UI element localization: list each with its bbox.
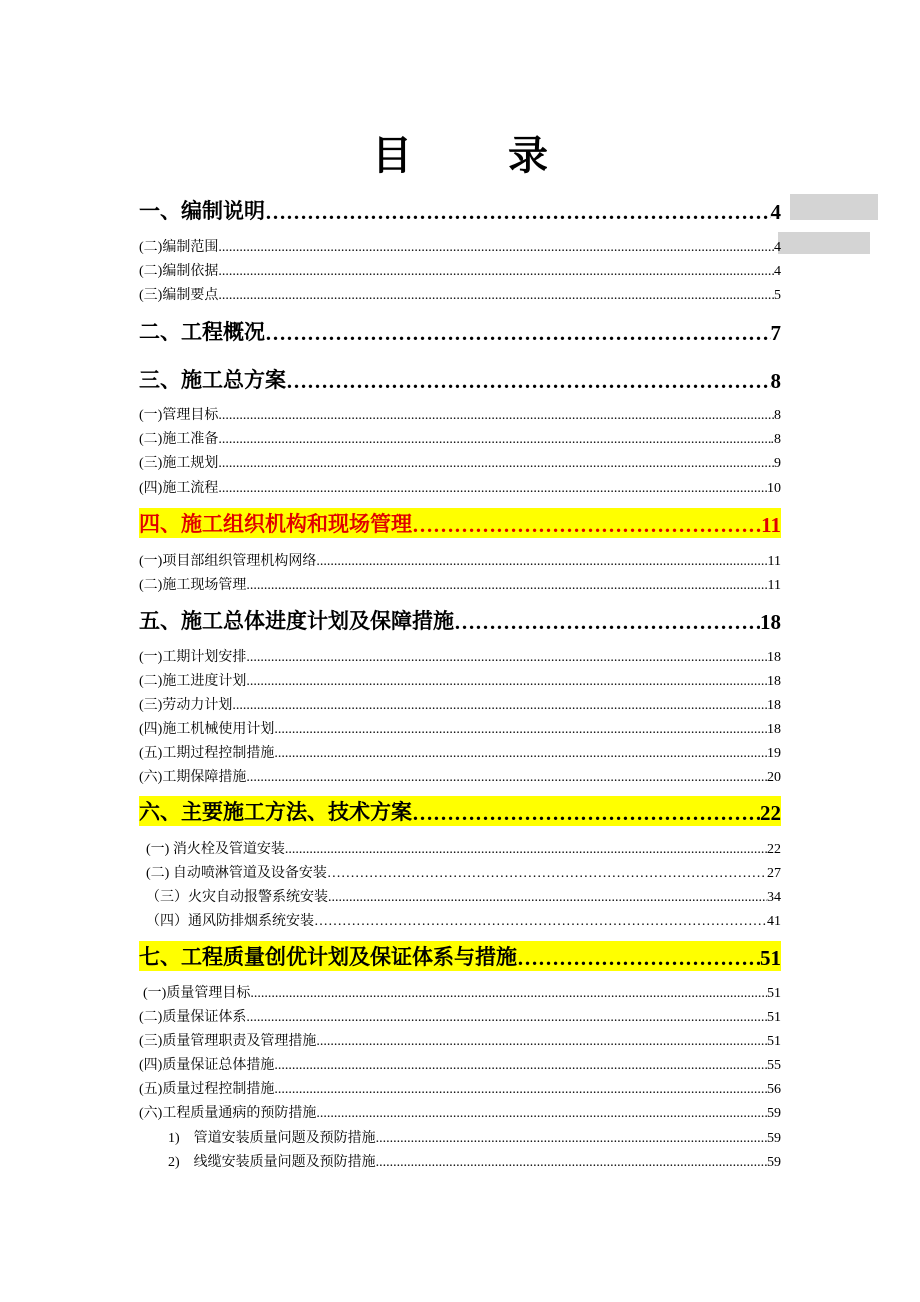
toc-heading-4[interactable]: 四、施工组织机构和现场管理 …………………………………………………………………………………………………………………………………………………………………………………………………… 11 (139, 508, 781, 538)
toc-item[interactable]: (一)工期计划安排 ..... 18 (139, 646, 781, 666)
toc-item[interactable]: (一) 消火栓及管道安装 ..... 22 (146, 838, 781, 858)
toc-item[interactable]: (六)工期保障措施 ..... 20 (139, 766, 781, 786)
toc-item[interactable]: (二)编制范围 ..... 4 (139, 236, 781, 256)
toc-item[interactable]: （三）火灾自动报警系统安装 ..... 34 (146, 886, 781, 906)
toc-item[interactable]: (二)施工现场管理 ..... 11 (139, 574, 781, 594)
toc-item[interactable]: (四)施工流程 ..... 10 (139, 477, 781, 497)
toc-item[interactable]: (三)质量管理职责及管理措施 ..... 51 (139, 1030, 781, 1050)
toc-item[interactable]: (二)编制依据 ..... 4 (139, 260, 781, 280)
toc-page: 4 (770, 200, 781, 224)
toc-item[interactable]: (一)项目部组织管理机构网络 ..... 11 (139, 550, 781, 570)
toc-item[interactable]: (四)质量保证总体措施 ..... 55 (139, 1054, 781, 1074)
toc-item[interactable]: (四)施工机械使用计划 ..... 18 (139, 718, 781, 738)
toc-item[interactable]: (三)劳动力计划 ..... 18 (139, 694, 781, 714)
toc-item[interactable]: (二)施工进度计划 ..... 18 (139, 670, 781, 690)
title-char-1: 目 (372, 132, 412, 179)
page-title (0, 124, 920, 181)
title-char-2: 录 (508, 132, 548, 179)
toc-item[interactable]: (二)施工准备 ..... .8 (139, 428, 781, 448)
side-marker-1 (790, 194, 878, 220)
toc-heading-6[interactable]: 六、主要施工方法、技术方案 …………………………………………………………………………………………………………………………………………………………………………………………………… 22 (139, 796, 781, 826)
toc-item[interactable]: (二) 自动喷淋管道及设备安装 ……………………………………………………………………………………………………………………………………………………………………………………………………………………………………………………………………………………………………… 27 (146, 862, 781, 882)
toc-heading-2[interactable]: 二、工程概况 …………………………………………………………………………………………………………………………………………………………………………………………………… 7 (139, 316, 781, 346)
toc-heading-3[interactable]: 三、施工总方案 …………………………………………………………………………………………………………………………………………………………………………………………………… 8 (139, 364, 781, 394)
toc-heading-5[interactable]: 五、施工总体进度计划及保障措施 …………………………………………………………………………………………………………………………………………………………………………………………………… 18 (139, 605, 781, 635)
toc-item[interactable]: (五)工期过程控制措施 ..... 19 (139, 742, 781, 762)
toc-heading-7[interactable]: 七、工程质量创优计划及保证体系与措施 …………………………………………………………………………………………………………………………………………………………………………………………………… 51 (139, 941, 781, 971)
toc-item[interactable]: （四）通风防排烟系统安装 ……………………………………………………………………………………………………………………………………………………………………………………………………………………………………………………………………………………………………… 41 (146, 910, 781, 930)
side-marker-2 (778, 232, 870, 254)
toc-heading-1[interactable] (139, 195, 781, 225)
toc-item[interactable]: (二)质量保证体系 ..... 51 (139, 1006, 781, 1026)
toc-subitem[interactable]: 1) 管道安装质量问题及预防措施 ..... 59 (168, 1127, 781, 1147)
toc-item[interactable]: (三)施工规划 ..... 9 (139, 452, 781, 472)
toc-subitem[interactable]: 2) 线缆安装质量问题及预防措施 ..... 59 (168, 1151, 781, 1171)
toc-item[interactable]: (一)管理目标 ..... 8 (139, 404, 781, 424)
toc-item[interactable]: (五)质量过程控制措施 ..... 56 (139, 1078, 781, 1098)
toc-item[interactable]: (一)质量管理目标 ..... 51 (143, 982, 781, 1002)
toc-item[interactable]: (三)编制要点 ..... 5 (139, 284, 781, 304)
toc-item[interactable]: (六)工程质量通病的预防措施 ..... 59 (139, 1102, 781, 1122)
toc-label: 一、编制说明 (139, 199, 265, 223)
